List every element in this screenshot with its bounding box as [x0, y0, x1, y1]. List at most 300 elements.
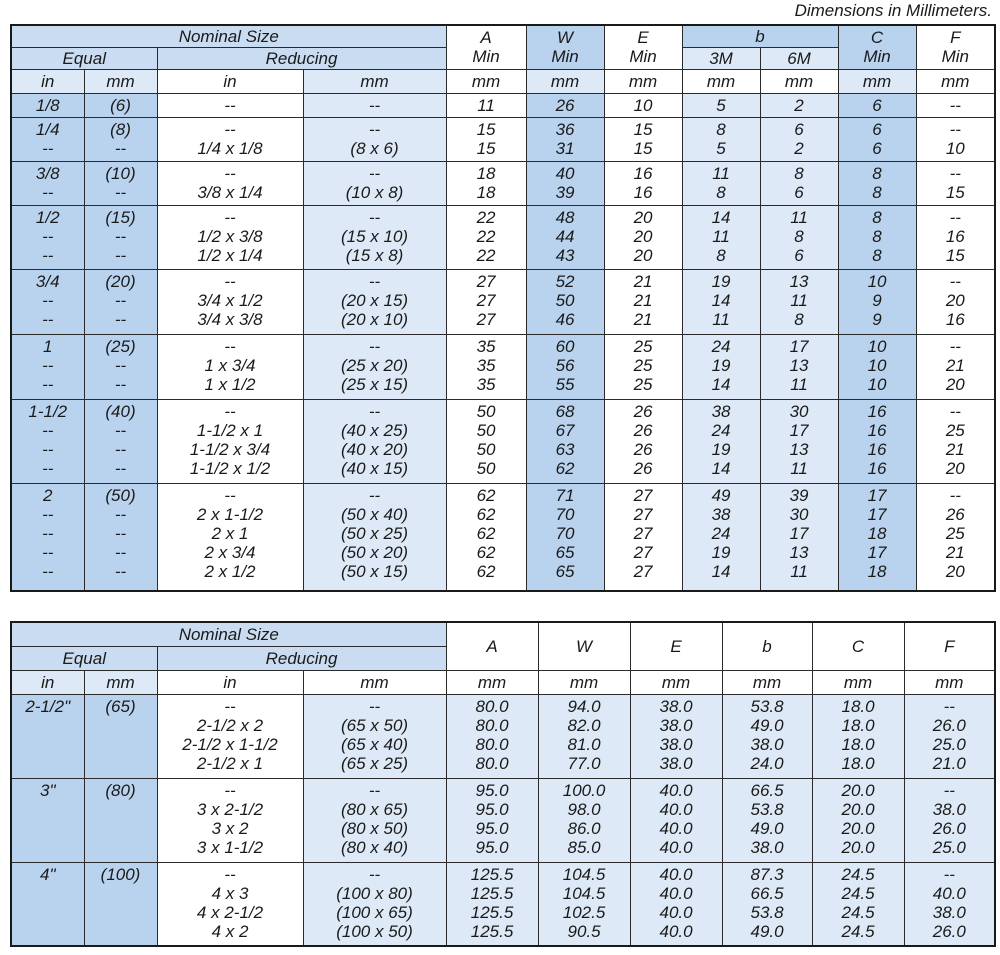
cell-line: 95.0 [475, 837, 509, 857]
cell-line: 38 [711, 504, 731, 524]
cell-c [812, 778, 904, 862]
cell-line: (20) [105, 271, 136, 291]
cell-line: 46 [555, 309, 575, 329]
cell-line: 18.0 [841, 715, 875, 735]
cell-line: 8 [872, 182, 882, 202]
cell-line: -- [943, 780, 955, 800]
cell-line: 2 [794, 95, 804, 115]
cell-e [630, 694, 722, 778]
cell-line: 3 x 1-1/2 [196, 837, 264, 857]
cell-line: 11 [790, 290, 808, 310]
cell-b3 [682, 483, 760, 591]
cell-line: 95.0 [475, 818, 509, 838]
cell-line: -- [114, 182, 127, 202]
cell-line: -- [42, 182, 54, 202]
cell-line: -- [368, 336, 381, 356]
cell-line: -- [368, 95, 381, 115]
cell-line: -- [224, 401, 236, 421]
cell-line: -- [368, 271, 381, 291]
cell-line: (65 x 25) [340, 753, 409, 773]
col-f-header: F [904, 622, 995, 670]
cell-line: (80 x 40) [340, 837, 409, 857]
cell-a [446, 778, 538, 862]
cell-line: 31 [555, 138, 575, 158]
cell-a [446, 93, 526, 117]
cell-line: (50 x 20) [340, 542, 409, 562]
cell-line: -- [224, 696, 236, 716]
cell-b3 [682, 117, 760, 161]
unit-in: in [11, 670, 84, 694]
cell-line: (50 x 40) [340, 504, 409, 524]
cell-line: 3/4 x 1/2 [197, 290, 263, 310]
cell-line: (40 x 20) [340, 439, 409, 459]
cell-line: 18 [867, 523, 887, 543]
cell-line: -- [949, 401, 961, 421]
cell-line: 8 [716, 182, 726, 202]
cell-line: 39 [555, 182, 575, 202]
reducing-header: Reducing [157, 47, 446, 69]
cell-line: (20 x 10) [340, 309, 409, 329]
cell-line: 20 [633, 207, 653, 227]
cell-c [838, 93, 916, 117]
cell-line: 18 [867, 561, 887, 581]
cell-line: (15 x 10) [340, 226, 409, 246]
col-c-header: C Min [838, 25, 916, 69]
cell-line: -- [114, 138, 127, 158]
cell-e [630, 778, 722, 862]
cell-line: (100 x 50) [336, 921, 413, 941]
cell-line: -- [368, 485, 381, 505]
cell-line: 40 [555, 163, 575, 183]
cell-line: 80.0 [475, 734, 509, 754]
cell-line: 3/4 x 3/8 [197, 309, 263, 329]
cell-line: 53.8 [750, 902, 784, 922]
cell-line: -- [114, 355, 127, 375]
cell-line: -- [42, 561, 54, 581]
cell-eq-mm [84, 205, 157, 269]
cell-line: -- [368, 696, 381, 716]
cell-line: 50 [555, 290, 575, 310]
cell-line: -- [949, 271, 961, 291]
cell-line: -- [42, 542, 54, 562]
cell-line: (65 x 40) [340, 734, 409, 754]
cell-line: 8 [794, 163, 804, 183]
table-row [11, 269, 995, 334]
cell-red-in [157, 334, 303, 399]
cell-line: -- [114, 458, 127, 478]
cell-line: -- [114, 542, 127, 562]
cell-line: 11 [477, 95, 495, 115]
cell-line: (25 x 20) [340, 355, 409, 375]
cell-eq-mm [84, 117, 157, 161]
cell-line: -- [949, 163, 961, 183]
cell-line: 67 [555, 420, 575, 440]
cell-line: 63 [555, 439, 575, 459]
cell-line: 38.0 [750, 837, 784, 857]
cell-line: 53.8 [750, 696, 784, 716]
cell-line: 40.0 [659, 837, 693, 857]
cell-eq-mm [84, 399, 157, 483]
cell-line: 6 [794, 182, 804, 202]
cell-line: 20.0 [841, 818, 875, 838]
cell-f [904, 694, 995, 778]
cell-w [526, 334, 604, 399]
col-w-header: W [538, 622, 630, 670]
cell-line: 65 [555, 542, 575, 562]
table-row [11, 862, 995, 946]
cell-line: 65 [555, 561, 575, 581]
cell-line: -- [224, 485, 236, 505]
cell-line: 26 [633, 439, 653, 459]
cell-eq-mm [84, 334, 157, 399]
cell-line: 17 [789, 523, 809, 543]
unit-mm: mm [526, 69, 604, 93]
cell-red-mm [303, 862, 446, 946]
cell-line: 24.0 [750, 753, 784, 773]
cell-line: 14 [711, 207, 731, 227]
cell-line: 21.0 [932, 753, 966, 773]
cell-eq-in [11, 205, 84, 269]
cell-line: -- [368, 163, 381, 183]
cell-line: 16 [867, 458, 887, 478]
cell-line: (8) [110, 119, 131, 139]
cell-line: 66.5 [750, 883, 784, 903]
cell-w [526, 483, 604, 591]
cell-line: 40.0 [659, 780, 693, 800]
cell-line: 17 [867, 485, 887, 505]
cell-line: 25.0 [932, 734, 966, 754]
cell-line: 1/4 [35, 119, 60, 139]
cell-line: 1 x 3/4 [204, 355, 256, 375]
cell-eq-in [11, 117, 84, 161]
cell-line: 30 [789, 401, 809, 421]
table-row [11, 778, 995, 862]
cell-line: 38 [711, 401, 731, 421]
cell-line: (6) [110, 95, 131, 115]
cell-line: 21 [945, 355, 965, 375]
cell-f [904, 862, 995, 946]
table2-body [11, 694, 995, 946]
cell-line: 19 [711, 542, 731, 562]
cell-red-mm [303, 399, 446, 483]
cell-line: 15 [633, 138, 653, 158]
cell-line: 40.0 [659, 864, 693, 884]
cell-line: 26.0 [932, 921, 966, 941]
cell-line: -- [42, 439, 54, 459]
cell-line: -- [224, 207, 236, 227]
col-b-header: b [682, 25, 838, 47]
unit-in: in [157, 69, 303, 93]
dimensions-table-small [10, 24, 996, 592]
cell-line: (20 x 15) [340, 290, 409, 310]
cell-eq-mm [84, 93, 157, 117]
cell-line: 26 [945, 504, 965, 524]
cell-line: 40.0 [659, 799, 693, 819]
dimensions-table-large [10, 621, 996, 947]
cell-b6 [760, 483, 838, 591]
cell-line: 53.8 [750, 799, 784, 819]
cell-line: -- [42, 374, 54, 394]
cell-line: 98.0 [567, 799, 601, 819]
cell-line: 38.0 [750, 734, 784, 754]
cell-line: (25 x 15) [340, 374, 409, 394]
cell-red-mm [303, 334, 446, 399]
units-caption: Dimensions in Millimeters. [794, 1, 992, 20]
cell-line: 16 [633, 182, 653, 202]
cell-line: -- [368, 864, 381, 884]
cell-line: 95.0 [475, 780, 509, 800]
unit-mm: mm [538, 670, 630, 694]
cell-line: 56 [555, 355, 575, 375]
cell-line: 15 [476, 138, 496, 158]
cell-line: 6 [872, 138, 882, 158]
cell-line: 11 [790, 207, 808, 227]
cell-line: 70 [555, 504, 575, 524]
cell-red-mm [303, 93, 446, 117]
cell-line: 30 [789, 504, 809, 524]
cell-line: -- [42, 226, 54, 246]
cell-b6 [760, 93, 838, 117]
cell-line: 6 [872, 119, 882, 139]
cell-line: (50) [105, 485, 136, 505]
cell-line: 21 [945, 439, 965, 459]
cell-line: 27 [633, 542, 653, 562]
cell-line: 35 [476, 355, 496, 375]
cell-line: 9 [872, 290, 882, 310]
cell-red-in [157, 862, 303, 946]
cell-eq-mm [84, 483, 157, 591]
table-row [11, 161, 995, 205]
cell-line: -- [114, 439, 127, 459]
cell-line: 25 [945, 420, 965, 440]
cell-line: (50 x 25) [340, 523, 409, 543]
cell-line: 50 [476, 401, 496, 421]
cell-line: 48 [555, 207, 575, 227]
cell-eq-in [11, 399, 84, 483]
cell-red-in [157, 117, 303, 161]
cell-line: -- [114, 561, 127, 581]
cell-line: -- [943, 864, 955, 884]
cell-line: 9 [872, 309, 882, 329]
cell-line: 52 [555, 271, 575, 291]
cell-line: -- [224, 163, 236, 183]
cell-red-mm [303, 117, 446, 161]
cell-line: 14 [711, 458, 731, 478]
table-row [11, 399, 995, 483]
cell-line: 8 [716, 119, 726, 139]
cell-line: 13 [789, 355, 809, 375]
cell-c [838, 334, 916, 399]
cell-line: 39 [789, 485, 809, 505]
cell-line: (40 x 25) [340, 420, 409, 440]
cell-line: 27 [476, 309, 496, 329]
unit-mm: mm [904, 670, 995, 694]
cell-line: -- [114, 309, 127, 329]
cell-line: -- [42, 309, 54, 329]
cell-w [526, 269, 604, 334]
cell-line: 3" [40, 780, 56, 800]
cell-line: 1/2 x 1/4 [197, 245, 263, 265]
cell-line: 35 [476, 336, 496, 356]
cell-line: 25 [945, 523, 965, 543]
cell-line: 15 [476, 119, 496, 139]
cell-line: (8 x 6) [350, 138, 399, 158]
cell-line: 24 [711, 336, 731, 356]
cell-a [446, 483, 526, 591]
cell-line: 27 [476, 271, 496, 291]
unit-mm: mm [446, 670, 538, 694]
cell-line: 2-1/2 x 1-1/2 [182, 734, 278, 754]
cell-b6 [760, 161, 838, 205]
cell-line: 125.5 [470, 864, 514, 884]
cell-line: (80 x 50) [340, 818, 409, 838]
cell-c [812, 694, 904, 778]
cell-line: 95.0 [475, 799, 509, 819]
cell-line: (80) [105, 780, 136, 800]
cell-line: 49 [711, 485, 731, 505]
cell-line: -- [42, 458, 54, 478]
cell-line: 11 [790, 374, 808, 394]
unit-mm: mm [760, 69, 838, 93]
cell-line: -- [42, 504, 54, 524]
cell-line: 22 [476, 226, 496, 246]
cell-line: 11 [712, 163, 730, 183]
cell-line: 90.5 [567, 921, 601, 941]
cell-line: 19 [711, 439, 731, 459]
cell-line: -- [224, 780, 236, 800]
cell-line: 2 [794, 138, 804, 158]
cell-line: 125.5 [470, 902, 514, 922]
cell-line: 125.5 [470, 883, 514, 903]
cell-line: -- [949, 336, 961, 356]
cell-line: 5 [716, 95, 726, 115]
cell-f [916, 117, 995, 161]
cell-f [916, 93, 995, 117]
col-b-3m-header: 3M [682, 47, 760, 69]
cell-line: -- [114, 290, 127, 310]
cell-line: 5 [716, 138, 726, 158]
cell-w [538, 778, 630, 862]
cell-line: 21 [633, 290, 653, 310]
cell-b6 [760, 117, 838, 161]
cell-w [526, 399, 604, 483]
cell-line: 24.5 [841, 864, 875, 884]
cell-eq-mm [84, 862, 157, 946]
cell-b6 [760, 205, 838, 269]
cell-red-in [157, 483, 303, 591]
cell-line: 14 [711, 374, 731, 394]
cell-line: (25) [105, 336, 136, 356]
cell-line: 102.5 [562, 902, 606, 922]
cell-line: 2 x 1-1/2 [196, 504, 264, 524]
cell-line: -- [949, 95, 961, 115]
cell-eq-in [11, 269, 84, 334]
cell-red-mm [303, 778, 446, 862]
cell-line: 19 [711, 271, 731, 291]
cell-line: -- [949, 119, 961, 139]
cell-line: 40.0 [659, 902, 693, 922]
equal-header: Equal [11, 646, 157, 670]
cell-line: 17 [867, 504, 887, 524]
cell-line: -- [42, 138, 54, 158]
cell-line: 10 [867, 355, 887, 375]
cell-f [916, 161, 995, 205]
cell-eq-in [11, 778, 84, 862]
cell-b [722, 778, 812, 862]
cell-line: 16 [867, 439, 887, 459]
cell-line: 26.0 [932, 818, 966, 838]
cell-line: 87.3 [750, 864, 784, 884]
cell-line: -- [224, 95, 236, 115]
cell-line: 11 [790, 561, 808, 581]
cell-line: 27 [633, 523, 653, 543]
unit-mm: mm [630, 670, 722, 694]
cell-line: 20.0 [841, 780, 875, 800]
cell-line: (10 x 8) [345, 182, 404, 202]
col-b-header: b [722, 622, 812, 670]
cell-line: 36 [555, 119, 575, 139]
unit-mm: mm [604, 69, 682, 93]
nominal-size-header: Nominal Size [11, 25, 446, 47]
cell-red-in [157, 694, 303, 778]
cell-b3 [682, 205, 760, 269]
cell-red-mm [303, 269, 446, 334]
cell-line: 62 [476, 504, 496, 524]
cell-line: 2-1/2 x 2 [196, 715, 264, 735]
cell-b3 [682, 161, 760, 205]
cell-line: 24 [711, 523, 731, 543]
cell-e [604, 117, 682, 161]
cell-line: 4 x 2 [211, 921, 249, 941]
cell-line: -- [368, 401, 381, 421]
cell-c [838, 117, 916, 161]
cell-red-mm [303, 205, 446, 269]
cell-line: 40.0 [932, 883, 966, 903]
cell-line: 25 [633, 336, 653, 356]
cell-b3 [682, 269, 760, 334]
cell-red-in [157, 399, 303, 483]
cell-line: 16 [945, 309, 965, 329]
cell-line: 18.0 [841, 696, 875, 716]
cell-line: 11 [790, 458, 808, 478]
cell-eq-in [11, 483, 84, 591]
cell-line: 70 [555, 523, 575, 543]
cell-line: 26 [633, 401, 653, 421]
cell-line: 26 [633, 420, 653, 440]
cell-line: -- [368, 207, 381, 227]
unit-mm: mm [722, 670, 812, 694]
cell-line: -- [114, 420, 127, 440]
cell-a [446, 269, 526, 334]
cell-line: 27 [633, 504, 653, 524]
cell-b [722, 694, 812, 778]
cell-f [916, 399, 995, 483]
cell-line: 40.0 [659, 921, 693, 941]
cell-line: 50 [476, 439, 496, 459]
cell-line: 26 [633, 458, 653, 478]
cell-line: 3 x 2 [211, 818, 249, 838]
cell-line: 1-1/2 x 1/2 [189, 458, 271, 478]
cell-line: 1/2 x 3/8 [197, 226, 263, 246]
cell-w [538, 862, 630, 946]
cell-eq-in [11, 334, 84, 399]
cell-line: -- [368, 119, 381, 139]
cell-line: 86.0 [567, 818, 601, 838]
cell-line: 10 [945, 138, 965, 158]
nominal-size-header: Nominal Size [11, 622, 446, 646]
cell-e [604, 399, 682, 483]
cell-line: 2 x 1 [211, 523, 249, 543]
